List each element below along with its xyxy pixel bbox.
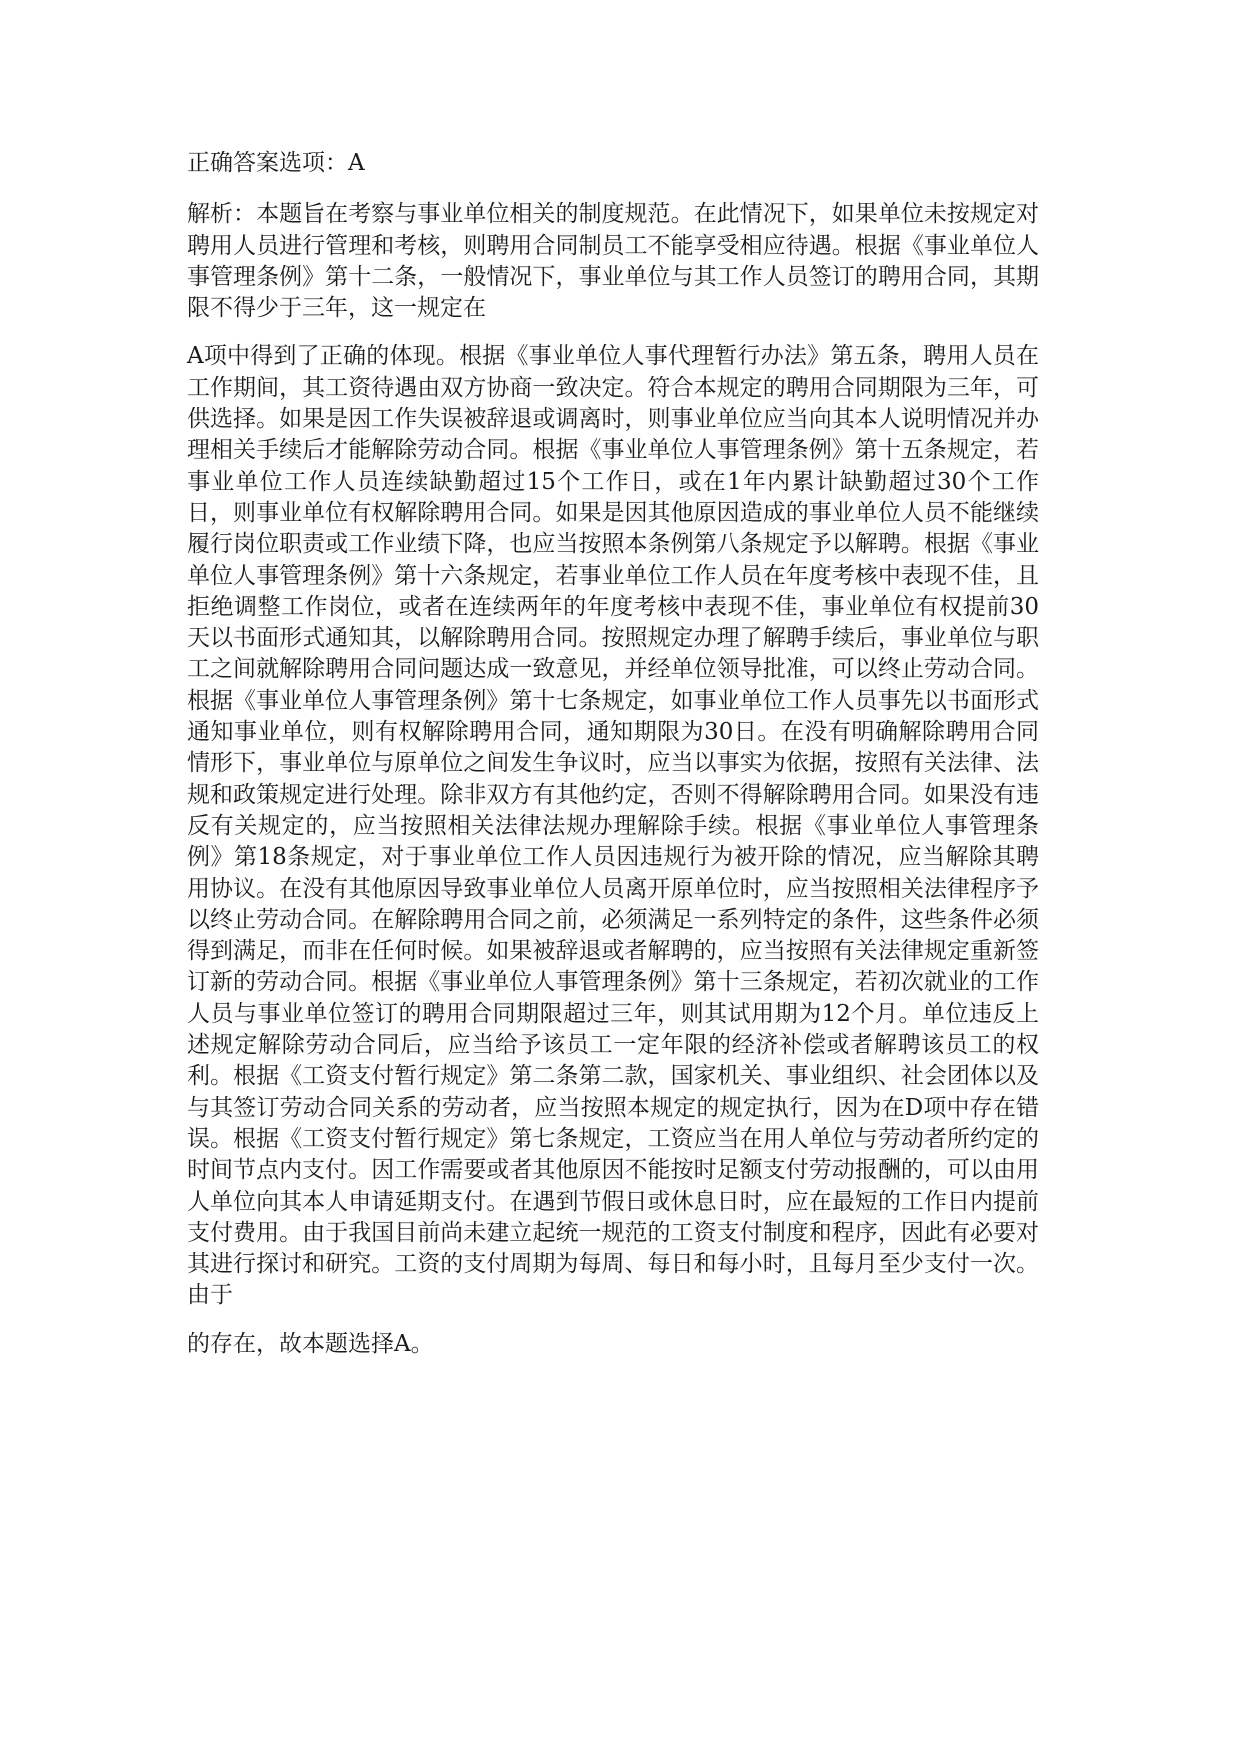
conclusion-paragraph: 的存在，故本题选择A。: [187, 1330, 434, 1357]
analysis-paragraph-2: A项中得到了正确的体现。根据《事业单位人事代理暂行办法》第五条，聘用人员在工作期间，其工资待遇由双方协商一致决定。符合本规定的聘用合同期限为三年，可供选择。如果是因工作失误被辞退或调离时，则事业单位应当向其本人说明情况并办理相关手续后才能解除劳动合同。根据《事业单位人事管理条例》第十五条规定，若事业单位工作人员连续缺勤超过15个工作日，或在1年内累计缺勤超过30个工作日，则事业单位有权解除聘用合同。如果是因其他原因造成的事业单位人员不能继续履行岗位职责或工作业绩下降，也应当按照本条例第八条规定予以解聘。根据《事业单位人事管理条例》第十六条规定，若事业单位工作人员在年度考核中表现不佳，且拒绝调整工作岗位，或者在连续两年的年度考核中表现不佳，事业单位有权提前30天以书面形式通知其，以解除聘用合同。按照规定办理了解聘手续后，事业单位与职工之间就解除聘用合同问题达成一致意见，并经单位领导批准，可以终止劳动合同。根据《事业单位人事管理条例》第十七条规定，如事业单位工作人员事先以书面形式通知事业单位，则有权解除聘用合同，通知期限为30日。在没有明确解除聘用合同情形下，事业单位与原单位之间发生争议时，应当以事实为依据，按照有关法律、法规和政策规定进行处理。除非双方有其他约定，否则不得解除聘用合同。如果没有违反有关规定的，应当按照相关法律法规办理解除手续。根据《事业单位人事管理条例》第18条规定，对于事业单位工作人员因违规行为被开除的情况，应当解除其聘用协议。在没有其他原因导致事业单位人员离开原单位时，应当按照相关法律程序予以终止劳动合同。在解除聘用合同之前，必须满足一系列特定的条件，这些条件必须得到满足，而非在任何时候。如果被辞退或者解聘的，应当按照有关法律规定重新签订新的劳动合同。根据《事业单位人事管理条例》第十三条规定，若初次就业的工作人员与事业单位签订的聘用合同期限超过三年，则其试用期为12个月。单位违反上述规定解除劳动合同后，应当给予该员工一定年限的经济补偿或者解聘该员工的权利。根据《工资支付暂行规定》第二条第二款，国家机关、事业组织、社会团体以及与其签订劳动合同关系的劳动者，应当按照本规定的规定执行，因为在D项中存在错误。根据《工资支付暂行规定》第七条规定，工资应当在用人单位与劳动者所约定的时间节点内支付。因工作需要或者其他原因不能按时足额支付劳动报酬的，可以由用人单位向其本人申请延期支付。在遇到节假日或休息日时，应在最短的工作日内提前支付费用。由于我国目前尚未建立起统一规范的工资支付制度和程序，因此有必要对其进行探讨和研究。工资的支付周期为每周、每日和每小时，且每月至少支付一次。由于: [187, 343, 1039, 1309]
analysis-paragraph-1: 解析：本题旨在考察与事业单位相关的制度规范。在此情况下，如果单位未按规定对聘用人员进行管理和考核，则聘用合同制员工不能享受相应待遇。根据《事业单位人事管理条例》第十二条，一般情况下，事业单位与其工作人员签订的聘用合同，其期限不得少于三年，这一规定在: [187, 201, 1039, 322]
document-body: [187, 148, 1039, 1360]
answer-line: 正确答案选项：A: [187, 150, 365, 176]
